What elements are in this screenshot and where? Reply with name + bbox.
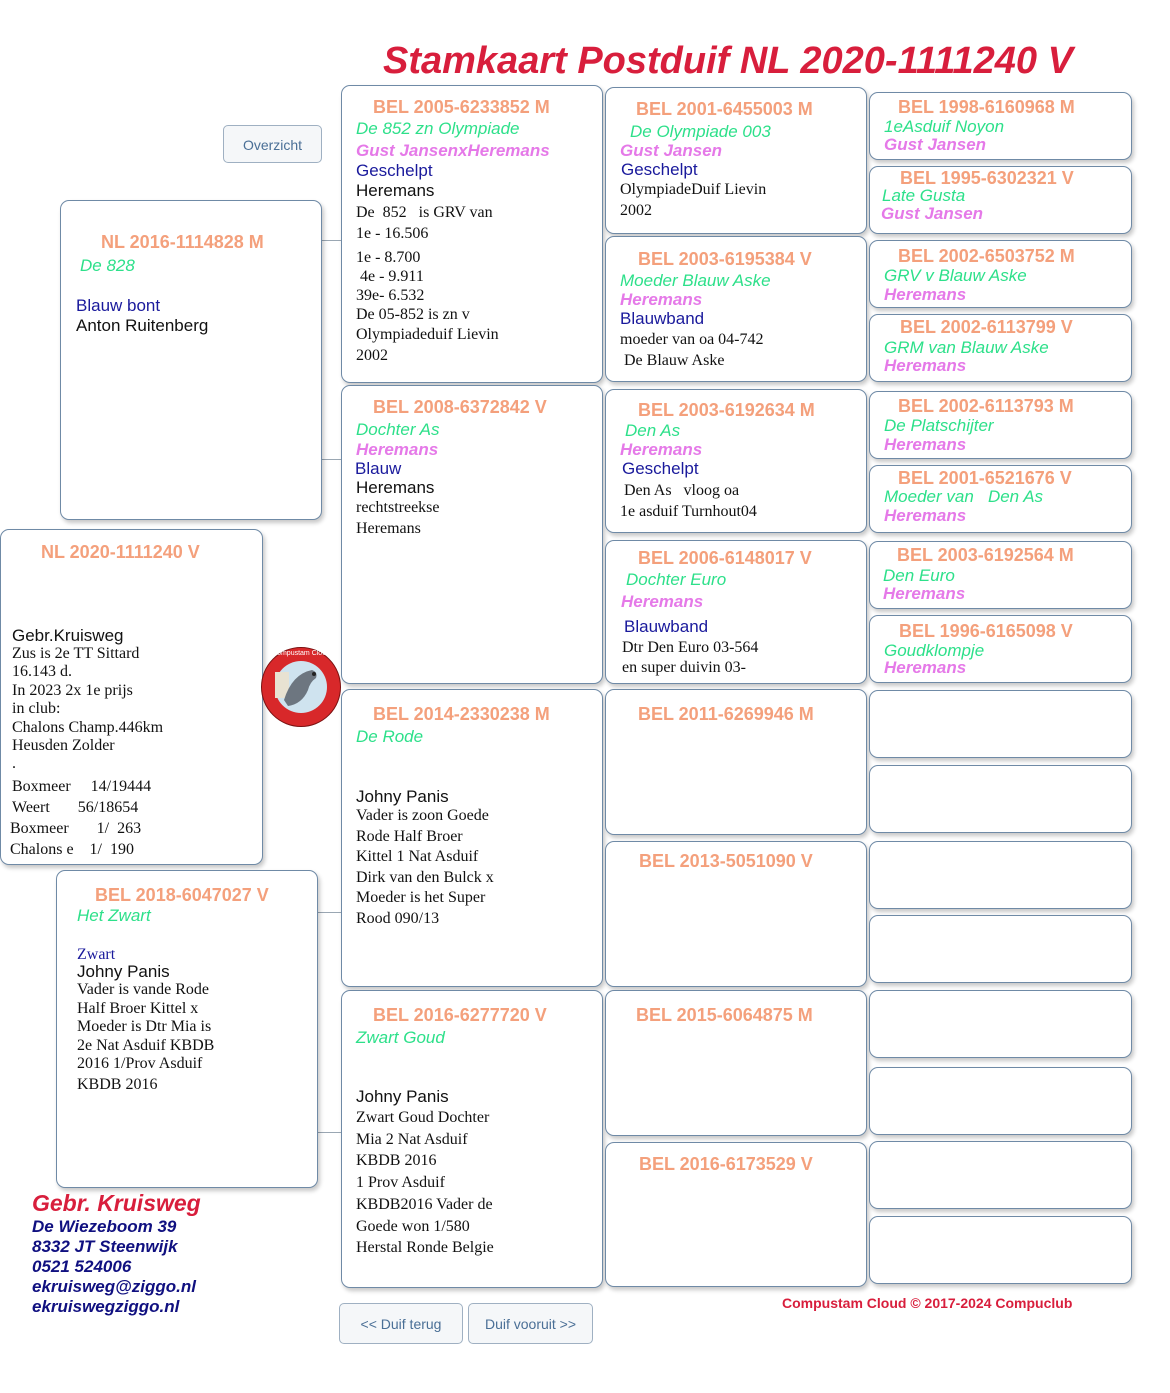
fff-color: Geschelpt bbox=[621, 160, 698, 179]
mother-notes: Vader is vande Rode Half Broer Kittel x Moeder is Dtr Mia is 2e Nat Asduif KBDB 2016 1/Prov Asduif KBDB 2016 bbox=[77, 981, 215, 1093]
father-color: Blauw bont bbox=[76, 296, 161, 315]
connector-line bbox=[322, 240, 342, 241]
fm-ring: BEL 2008-6372842 V bbox=[373, 397, 547, 417]
address-line: De Wiezeboom 39 bbox=[32, 1217, 177, 1236]
fm-name: Dochter As bbox=[356, 420, 440, 439]
mmm-card[interactable] bbox=[605, 1142, 867, 1287]
fm-breeder: Heremans bbox=[356, 440, 439, 459]
father-ring: NL 2016-1114828 M bbox=[101, 232, 264, 252]
g4-name: GRV v Blauw Aske bbox=[884, 266, 1027, 285]
fff-card[interactable] bbox=[605, 87, 867, 234]
g4-name: Late Gusta bbox=[882, 186, 966, 205]
subject-owner: Gebr.Kruisweg bbox=[12, 626, 124, 645]
fm-notes: rechtstreekse Heremans bbox=[356, 499, 440, 537]
g4-name: GRM van Blauw Aske bbox=[884, 338, 1049, 357]
ffm-ring: BEL 2003-6195384 V bbox=[638, 249, 812, 269]
overview-button[interactable]: Overzicht bbox=[223, 125, 322, 163]
mf-ring: BEL 2014-2330238 M bbox=[373, 704, 550, 724]
g4-breeder: Heremans bbox=[884, 658, 967, 677]
fff-breeder: Gust Jansen bbox=[620, 141, 723, 160]
mm-ring: BEL 2016-6277720 V bbox=[373, 1005, 547, 1025]
father-owner: Anton Ruitenberg bbox=[76, 316, 209, 335]
owner-address bbox=[32, 1190, 201, 1317]
g4-name: Moeder van Den As bbox=[884, 487, 1044, 506]
fff-notes: OlympiadeDuif Lievin 2002 bbox=[620, 181, 767, 219]
mf-card[interactable] bbox=[341, 689, 603, 987]
g4-card[interactable] bbox=[869, 541, 1132, 609]
ffm-card[interactable] bbox=[605, 236, 867, 382]
g4-breeder: Heremans bbox=[884, 356, 967, 375]
compustam-logo: Compustam Cloud bbox=[261, 647, 341, 727]
mother-card[interactable] bbox=[56, 870, 318, 1188]
g4-empty-card[interactable] bbox=[869, 1067, 1132, 1135]
g4-card[interactable] bbox=[869, 465, 1132, 533]
mff-ring: BEL 2011-6269946 M bbox=[638, 704, 814, 724]
fmm-breeder: Heremans bbox=[621, 592, 704, 611]
mf-name: De Rode bbox=[356, 727, 424, 746]
g4-card[interactable] bbox=[869, 615, 1132, 683]
mfm-ring: BEL 2013-5051090 V bbox=[639, 851, 813, 871]
ffm-color: Blauwband bbox=[620, 309, 705, 328]
g4-ring: BEL 2003-6192564 M bbox=[897, 545, 1074, 565]
subject-card[interactable] bbox=[0, 529, 263, 865]
fmm-name: Dochter Euro bbox=[626, 570, 727, 589]
mm-owner: Johny Panis bbox=[356, 1087, 449, 1106]
mm-notes: Zwart Goud Dochter Mia 2 Nat Asduif KBDB 2016 1 Prov Asduif KBDB2016 Vader de Goede won 1/580 Herstal Ronde Belgie bbox=[356, 1109, 494, 1257]
g4-ring: BEL 1996-6165098 V bbox=[899, 621, 1073, 641]
connector-line bbox=[318, 912, 342, 913]
fmm-color: Blauwband bbox=[624, 617, 709, 636]
g4-name: Goudklompje bbox=[884, 641, 985, 660]
g4-empty-card[interactable] bbox=[869, 1216, 1132, 1284]
g4-breeder: Gust Jansen bbox=[884, 135, 987, 154]
g4-name: 1eAsduif Noyon bbox=[884, 117, 1005, 136]
ffm-notes: moeder van oa 04-742 De Blauw Aske bbox=[620, 331, 764, 369]
mmf-ring: BEL 2015-6064875 M bbox=[636, 1005, 813, 1025]
subject-ring: NL 2020-1111240 V bbox=[41, 542, 200, 562]
g4-breeder: Gust Jansen bbox=[881, 204, 984, 223]
ff-ring: BEL 2005-6233852 M bbox=[373, 97, 550, 117]
ff-notes: De 852 is GRV van 1e - 16.506 1e - 8.700 4e - 9.911 39e- 6.532 De 05-852 is zn v Olympiadeduif Lievin 2002 bbox=[356, 204, 499, 364]
g4-empty-card[interactable] bbox=[869, 915, 1132, 983]
g4-name: Den Euro bbox=[883, 566, 955, 585]
g4-ring: BEL 2002-6503752 M bbox=[898, 246, 1075, 266]
g4-ring: BEL 2002-6113793 M bbox=[898, 396, 1074, 416]
fmf-breeder: Heremans bbox=[620, 440, 703, 459]
g4-ring: BEL 2001-6521676 V bbox=[898, 468, 1072, 488]
g4-breeder: Heremans bbox=[884, 435, 967, 454]
address-email: ekruisweg@ziggo.nl bbox=[32, 1277, 196, 1296]
fmf-name: Den As bbox=[625, 421, 681, 440]
g4-ring: BEL 1995-6302321 V bbox=[900, 168, 1074, 188]
g4-name: De Platschijter bbox=[884, 416, 994, 435]
ffm-name: Moeder Blauw Aske bbox=[620, 271, 771, 290]
ff-card[interactable] bbox=[341, 85, 603, 383]
fmf-ring: BEL 2003-6192634 M bbox=[638, 400, 815, 420]
connector-line bbox=[322, 459, 342, 460]
ff-color: Geschelpt bbox=[356, 161, 433, 180]
address-line: 8332 JT Steenwijk bbox=[32, 1237, 178, 1256]
address-phone: 0521 524006 bbox=[32, 1257, 132, 1276]
address-name: Gebr. Kruisweg bbox=[32, 1190, 201, 1216]
mm-name: Zwart Goud bbox=[356, 1028, 445, 1047]
mother-owner: Johny Panis bbox=[77, 962, 170, 981]
ff-owner: Heremans bbox=[356, 181, 435, 200]
g4-empty-card[interactable] bbox=[869, 841, 1132, 909]
back-button[interactable]: << Duif terug bbox=[339, 1303, 463, 1344]
g4-card[interactable] bbox=[869, 92, 1132, 160]
g4-empty-card[interactable] bbox=[869, 690, 1132, 758]
g4-card[interactable] bbox=[869, 391, 1132, 459]
father-name: De 828 bbox=[80, 256, 135, 275]
fm-color: Blauw bbox=[355, 459, 402, 478]
g4-card[interactable] bbox=[869, 166, 1132, 234]
fm-owner: Heremans bbox=[356, 478, 435, 497]
g4-ring: BEL 1998-6160968 M bbox=[898, 97, 1075, 117]
mff-card[interactable] bbox=[605, 689, 867, 835]
g4-breeder: Heremans bbox=[884, 285, 967, 304]
mf-notes: Vader is zoon Goede Rode Half Broer Kittel 1 Nat Asduif Dirk van den Bulck x Moeder is het Super Rood 090/13 bbox=[356, 807, 494, 927]
g4-breeder: Heremans bbox=[884, 506, 967, 525]
fm-card[interactable] bbox=[341, 385, 603, 684]
g4-empty-card[interactable] bbox=[869, 765, 1132, 833]
father-card[interactable] bbox=[60, 200, 322, 520]
pigeon-icon bbox=[262, 648, 340, 726]
fmf-color: Geschelpt bbox=[622, 459, 699, 478]
g4-card[interactable] bbox=[869, 240, 1132, 308]
fmm-card[interactable] bbox=[605, 540, 867, 684]
fmf-notes: Den As vloog oa 1e asduif Turnhout04 bbox=[620, 482, 757, 520]
ff-breeder: Gust JansenxHeremans bbox=[356, 141, 550, 160]
g4-empty-card[interactable] bbox=[869, 990, 1132, 1058]
mother-ring: BEL 2018-6047027 V bbox=[95, 885, 269, 905]
subject-notes: Zus is 2e TT Sittard 16.143 d. In 2023 2x 1e prijs in club: Chalons Champ.446km Heusden Zolder . Boxmeer 14/19444 Weert 56/18654 Boxmeer 1/ 263 Chalons e 1/ 190 bbox=[10, 645, 164, 858]
fmf-card[interactable] bbox=[605, 389, 867, 533]
page-title: Stamkaart Postduif NL 2020-1111240 V bbox=[383, 40, 1073, 82]
g4-empty-card[interactable] bbox=[869, 1141, 1132, 1209]
fff-name: De Olympiade 003 bbox=[630, 122, 771, 141]
fff-ring: BEL 2001-6455003 M bbox=[636, 99, 813, 119]
connector-line bbox=[318, 1132, 342, 1133]
ff-name: De 852 zn Olympiade bbox=[356, 119, 520, 138]
mfm-card[interactable] bbox=[605, 841, 867, 987]
forward-button[interactable]: Duif vooruit >> bbox=[468, 1303, 593, 1344]
mf-owner: Johny Panis bbox=[356, 787, 449, 806]
mother-color: Zwart bbox=[77, 946, 116, 963]
mother-name: Het Zwart bbox=[77, 906, 151, 925]
ffm-breeder: Heremans bbox=[620, 290, 703, 309]
mm-card[interactable] bbox=[341, 990, 603, 1288]
mmf-card[interactable] bbox=[605, 990, 867, 1136]
g4-breeder: Heremans bbox=[883, 584, 966, 603]
mmm-ring: BEL 2016-6173529 V bbox=[639, 1154, 813, 1174]
copyright: Compustam Cloud © 2017-2024 Compuclub bbox=[782, 1295, 1073, 1311]
g4-card[interactable] bbox=[869, 314, 1132, 382]
address-website: ekruiswegziggo.nl bbox=[32, 1297, 180, 1316]
fmm-ring: BEL 2006-6148017 V bbox=[638, 548, 812, 568]
fmm-notes: Dtr Den Euro 03-564 en super duivin 03- bbox=[622, 639, 759, 676]
g4-ring: BEL 2002-6113799 V bbox=[900, 317, 1073, 337]
